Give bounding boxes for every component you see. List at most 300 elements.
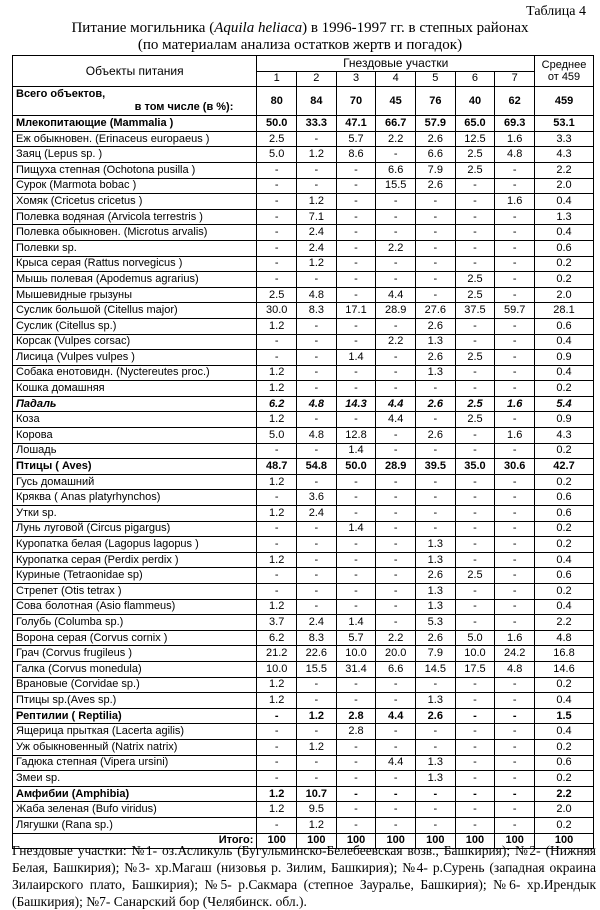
table-row <box>13 365 594 381</box>
row-label: Заяц (Lepus sp. ) <box>13 147 257 163</box>
cell-value: 1.4 <box>336 521 376 537</box>
row-label: Ящерица прыткая (Lacerta agilis) <box>13 724 257 740</box>
row-label: Куриные (Tetraonidae sp) <box>13 568 257 584</box>
cell-value: - <box>455 802 495 818</box>
cell-value: 1.2 <box>257 474 297 490</box>
sum-value: 100 <box>376 833 416 849</box>
row-label: Крыса серая (Rattus norvegicus ) <box>13 256 257 272</box>
cell-value: - <box>495 739 535 755</box>
sum-value: 100 <box>455 833 495 849</box>
table-row <box>13 771 594 787</box>
cell-value: 30.0 <box>257 303 297 319</box>
cell-value: 2.6 <box>416 428 456 444</box>
table-row <box>13 350 594 366</box>
cell-value: - <box>495 412 535 428</box>
cell-mean: 2.0 <box>535 287 594 303</box>
title-text-post: ) в 1996-1997 гг. в степных районах <box>302 20 529 36</box>
header-plots: Гнездовые участки <box>257 56 535 72</box>
cell-value: - <box>297 693 337 709</box>
cell-value: 1.6 <box>495 428 535 444</box>
cell-value: - <box>376 474 416 490</box>
cell-value: - <box>495 365 535 381</box>
cell-value: - <box>336 178 376 194</box>
cell-value: 5.0 <box>257 428 297 444</box>
table-row <box>13 131 594 147</box>
cell-value: - <box>297 677 337 693</box>
cell-value: - <box>495 209 535 225</box>
cell-value: - <box>495 381 535 397</box>
row-label: Голубь (Columba sp.) <box>13 615 257 631</box>
cell-value: - <box>416 739 456 755</box>
row-label: Лисица (Vulpes vulpes ) <box>13 350 257 366</box>
cell-mean: 0.6 <box>535 490 594 506</box>
table-row <box>13 693 594 709</box>
cell-value: - <box>495 240 535 256</box>
row-label: Куропатка серая (Perdix perdix ) <box>13 552 257 568</box>
cell-value: - <box>336 786 376 802</box>
sum-value: 100 <box>495 833 535 849</box>
cell-value: 7.1 <box>297 209 337 225</box>
cell-mean: 0.2 <box>535 739 594 755</box>
total-value: 84 <box>297 87 337 116</box>
cell-mean: 0.2 <box>535 584 594 600</box>
cell-value: 1.3 <box>416 552 456 568</box>
cell-value: - <box>376 615 416 631</box>
cell-value: 37.5 <box>455 303 495 319</box>
cell-value: 65.0 <box>455 116 495 132</box>
cell-value: 2.6 <box>416 396 456 412</box>
cell-value: - <box>416 381 456 397</box>
row-label: Галка (Corvus monedula) <box>13 661 257 677</box>
cell-mean: 3.3 <box>535 131 594 147</box>
cell-value: - <box>336 365 376 381</box>
cell-value: - <box>336 240 376 256</box>
table-row <box>13 708 594 724</box>
row-label: Собака енотовидн. (Nyctereutes proc.) <box>13 365 257 381</box>
cell-mean: 0.2 <box>535 677 594 693</box>
cell-value: - <box>336 194 376 210</box>
cell-value: - <box>336 771 376 787</box>
row-label: Корова <box>13 428 257 444</box>
cell-value: - <box>336 474 376 490</box>
cell-mean: 2.0 <box>535 802 594 818</box>
table-row <box>13 786 594 802</box>
total-value: 70 <box>336 87 376 116</box>
cell-value: 31.4 <box>336 661 376 677</box>
cell-mean: 0.6 <box>535 506 594 522</box>
cell-value: - <box>455 615 495 631</box>
table-title <box>0 20 600 54</box>
cell-value: 6.6 <box>376 162 416 178</box>
cell-value: - <box>376 225 416 241</box>
cell-value: 2.4 <box>297 506 337 522</box>
cell-value: - <box>257 490 297 506</box>
cell-value: - <box>416 786 456 802</box>
cell-value: 54.8 <box>297 459 337 475</box>
row-label: Еж обыкновен. (Erinaceus europaeus ) <box>13 131 257 147</box>
cell-value: 1.2 <box>257 786 297 802</box>
cell-mean: 5.4 <box>535 396 594 412</box>
header-plot-number: 3 <box>336 71 376 87</box>
cell-value: - <box>257 240 297 256</box>
cell-value: 4.4 <box>376 708 416 724</box>
row-label: Птицы sp.(Aves sp.) <box>13 693 257 709</box>
cell-value: 27.6 <box>416 303 456 319</box>
cell-value: - <box>495 724 535 740</box>
cell-value: - <box>495 802 535 818</box>
cell-value: - <box>297 474 337 490</box>
cell-value: 2.2 <box>376 334 416 350</box>
cell-value: - <box>297 584 337 600</box>
cell-value: - <box>455 318 495 334</box>
cell-value: - <box>416 412 456 428</box>
cell-value: - <box>455 599 495 615</box>
cell-value: 4.4 <box>376 396 416 412</box>
cell-mean: 0.2 <box>535 272 594 288</box>
cell-value: 2.4 <box>297 225 337 241</box>
cell-value: - <box>336 693 376 709</box>
table-row <box>13 599 594 615</box>
total-value: 62 <box>495 87 535 116</box>
table-row <box>13 162 594 178</box>
cell-value: - <box>376 256 416 272</box>
cell-value: - <box>376 490 416 506</box>
cell-value: - <box>297 755 337 771</box>
cell-value: - <box>495 755 535 771</box>
cell-value: - <box>297 724 337 740</box>
cell-value: - <box>455 693 495 709</box>
table-row <box>13 568 594 584</box>
table-row <box>13 646 594 662</box>
cell-value: - <box>455 786 495 802</box>
row-label: Полевка обыкновен. (Microtus arvalis) <box>13 225 257 241</box>
cell-value: 2.8 <box>336 724 376 740</box>
header-plot-number: 2 <box>297 71 337 87</box>
cell-value: - <box>297 599 337 615</box>
cell-value: - <box>455 817 495 833</box>
cell-mean: 1.5 <box>535 708 594 724</box>
cell-value: - <box>376 272 416 288</box>
cell-value: 50.0 <box>336 459 376 475</box>
cell-value: - <box>455 490 495 506</box>
cell-value: - <box>336 802 376 818</box>
cell-value: - <box>376 786 416 802</box>
cell-value: - <box>376 350 416 366</box>
sum-value: 100 <box>336 833 376 849</box>
table-row <box>13 396 594 412</box>
cell-value: 2.6 <box>416 350 456 366</box>
total-value: 40 <box>455 87 495 116</box>
cell-value: 1.3 <box>416 693 456 709</box>
sum-value: 100 <box>297 833 337 849</box>
cell-value: 6.6 <box>416 147 456 163</box>
cell-value: - <box>376 599 416 615</box>
cell-value: - <box>376 209 416 225</box>
cell-value: - <box>376 365 416 381</box>
cell-value: 7.9 <box>416 162 456 178</box>
total-value: 45 <box>376 87 416 116</box>
table-row <box>13 381 594 397</box>
header-objects: Объекты питания <box>13 56 257 87</box>
row-label: Кряква ( Anas platyrhynchos) <box>13 490 257 506</box>
cell-value: - <box>376 693 416 709</box>
table-row <box>13 318 594 334</box>
cell-value: - <box>336 599 376 615</box>
cell-mean: 0.2 <box>535 771 594 787</box>
cell-value: - <box>455 443 495 459</box>
cell-value: - <box>376 817 416 833</box>
cell-value: 1.2 <box>297 194 337 210</box>
cell-value: 2.5 <box>455 568 495 584</box>
cell-value: 6.2 <box>257 630 297 646</box>
cell-value: 15.5 <box>376 178 416 194</box>
cell-mean: 0.4 <box>535 552 594 568</box>
table-row <box>13 428 594 444</box>
row-label: Коза <box>13 412 257 428</box>
cell-value: - <box>495 287 535 303</box>
cell-value: - <box>376 443 416 459</box>
cell-value: - <box>336 677 376 693</box>
table-row <box>13 116 594 132</box>
table-row <box>13 615 594 631</box>
cell-value: 2.5 <box>257 131 297 147</box>
cell-value: - <box>336 256 376 272</box>
cell-value: 1.2 <box>257 365 297 381</box>
row-label: Стрепет (Otis tetrax ) <box>13 584 257 600</box>
cell-value: - <box>257 521 297 537</box>
table-row <box>13 147 594 163</box>
cell-value: 8.3 <box>297 303 337 319</box>
cell-value: 1.2 <box>257 693 297 709</box>
cell-value: - <box>376 677 416 693</box>
cell-value: - <box>257 272 297 288</box>
cell-value: - <box>455 584 495 600</box>
table-row <box>13 584 594 600</box>
cell-value: 2.5 <box>455 147 495 163</box>
cell-value: - <box>336 318 376 334</box>
sum-value: 100 <box>416 833 456 849</box>
cell-value: - <box>257 739 297 755</box>
row-label: Жаба зеленая (Bufo viridus) <box>13 802 257 818</box>
cell-value: - <box>455 334 495 350</box>
total-objects-row <box>13 87 594 116</box>
cell-value: 5.0 <box>455 630 495 646</box>
cell-value: 6.6 <box>376 661 416 677</box>
cell-value: 20.0 <box>376 646 416 662</box>
cell-value: - <box>376 318 416 334</box>
cell-value: - <box>455 428 495 444</box>
cell-value: - <box>336 817 376 833</box>
cell-value: 4.4 <box>376 287 416 303</box>
cell-value: 1.2 <box>257 552 297 568</box>
cell-value: 14.5 <box>416 661 456 677</box>
cell-value: - <box>336 287 376 303</box>
row-label: Лунь луговой (Circus pigargus) <box>13 521 257 537</box>
cell-value: 17.5 <box>455 661 495 677</box>
cell-value: - <box>455 194 495 210</box>
table-row <box>13 552 594 568</box>
cell-value: 21.2 <box>257 646 297 662</box>
cell-value: 2.2 <box>376 131 416 147</box>
header-plot-number: 1 <box>257 71 297 87</box>
cell-value: - <box>495 786 535 802</box>
cell-value: - <box>257 334 297 350</box>
cell-value: 1.2 <box>297 817 337 833</box>
cell-value: 1.2 <box>257 412 297 428</box>
cell-value: - <box>297 350 337 366</box>
cell-value: 1.4 <box>336 350 376 366</box>
table-row <box>13 739 594 755</box>
cell-value: - <box>257 771 297 787</box>
cell-value: 59.7 <box>495 303 535 319</box>
cell-value: - <box>455 521 495 537</box>
cell-value: 5.3 <box>416 615 456 631</box>
cell-value: 8.3 <box>297 630 337 646</box>
total-objects-label <box>13 87 257 116</box>
table-row <box>13 194 594 210</box>
cell-value: - <box>257 537 297 553</box>
cell-value: 1.3 <box>416 537 456 553</box>
table-row <box>13 334 594 350</box>
cell-value: - <box>336 225 376 241</box>
row-label: Кошка домашняя <box>13 381 257 397</box>
cell-value: - <box>455 178 495 194</box>
table-row <box>13 474 594 490</box>
sum-label: Итого: <box>13 833 257 849</box>
cell-value: 24.2 <box>495 646 535 662</box>
row-label: Птицы ( Aves) <box>13 459 257 475</box>
row-label: Рептилии ( Reptilia) <box>13 708 257 724</box>
cell-value: 1.6 <box>495 194 535 210</box>
row-label: Хомяк (Cricetus cricetus ) <box>13 194 257 210</box>
cell-value: 69.3 <box>495 116 535 132</box>
cell-value: - <box>297 552 337 568</box>
cell-value: - <box>257 194 297 210</box>
cell-value: - <box>416 677 456 693</box>
cell-value: - <box>416 256 456 272</box>
cell-value: - <box>495 677 535 693</box>
cell-value: 10.0 <box>257 661 297 677</box>
cell-value: - <box>495 506 535 522</box>
cell-value: - <box>376 802 416 818</box>
cell-value: - <box>455 474 495 490</box>
table-row <box>13 303 594 319</box>
cell-value: - <box>297 443 337 459</box>
cell-value: - <box>495 272 535 288</box>
cell-value: - <box>416 194 456 210</box>
row-label: Змеи sp. <box>13 771 257 787</box>
cell-value: - <box>257 724 297 740</box>
cell-value: 12.5 <box>455 131 495 147</box>
row-label: Грач (Corvus frugileus ) <box>13 646 257 662</box>
cell-mean: 0.4 <box>535 693 594 709</box>
cell-value: - <box>416 724 456 740</box>
cell-value: - <box>455 724 495 740</box>
row-label: Ворона серая (Corvus cornix ) <box>13 630 257 646</box>
diet-table <box>12 55 594 849</box>
footnote: Гнездовые участки: №1- оз.Асликуль (Бугульминско-Белебеевская возв., Башкирия); №2- (Нижняя Белая, Башкирия); №3- хр.Магаш (низовья р. Зилим, Башкирия); №4- р.Сурень (западная окраина Зилаирского плато, Башкирия); №5- р.Сакмара (степное Зауралье, Башкирия); №6- хр.Ирендык (Башкирия); №7- Санарский бор (Челябинск. обл.). <box>12 843 596 909</box>
cell-value: - <box>257 708 297 724</box>
cell-mean: 4.3 <box>535 428 594 444</box>
cell-value: 33.3 <box>297 116 337 132</box>
row-label: Лягушки (Rana sp.) <box>13 817 257 833</box>
cell-value: - <box>336 490 376 506</box>
cell-value: - <box>416 521 456 537</box>
cell-value: 2.5 <box>455 162 495 178</box>
cell-mean: 2.2 <box>535 615 594 631</box>
cell-value: 1.2 <box>297 739 337 755</box>
cell-value: - <box>416 506 456 522</box>
cell-value: - <box>297 365 337 381</box>
cell-value: - <box>495 443 535 459</box>
table-row <box>13 817 594 833</box>
table-row <box>13 272 594 288</box>
cell-value: - <box>416 443 456 459</box>
cell-value: - <box>336 381 376 397</box>
cell-value: - <box>297 162 337 178</box>
cell-value: - <box>376 552 416 568</box>
cell-value: 2.6 <box>416 178 456 194</box>
cell-value: - <box>455 771 495 787</box>
table-row <box>13 724 594 740</box>
cell-mean: 4.8 <box>535 630 594 646</box>
cell-value: 1.3 <box>416 584 456 600</box>
cell-value: 4.8 <box>495 661 535 677</box>
cell-mean: 0.4 <box>535 365 594 381</box>
row-label: Млекопитающие (Mammalia ) <box>13 116 257 132</box>
cell-value: - <box>336 506 376 522</box>
sum-mean: 100 <box>535 833 594 849</box>
cell-mean: 0.2 <box>535 474 594 490</box>
cell-value: 2.5 <box>257 287 297 303</box>
cell-value: - <box>336 334 376 350</box>
cell-value: - <box>495 615 535 631</box>
total-label-line-1: Всего объектов, <box>16 88 106 101</box>
cell-mean: 0.9 <box>535 350 594 366</box>
cell-value: - <box>336 552 376 568</box>
row-label: Гадюка степная (Vipera ursini) <box>13 755 257 771</box>
cell-value: 2.4 <box>297 615 337 631</box>
cell-mean: 0.2 <box>535 381 594 397</box>
cell-mean: 4.3 <box>535 147 594 163</box>
cell-value: - <box>376 521 416 537</box>
row-label: Пищуха степная (Ochotona pusilla ) <box>13 162 257 178</box>
cell-value: 3.7 <box>257 615 297 631</box>
cell-value: - <box>495 490 535 506</box>
cell-value: - <box>336 272 376 288</box>
cell-value: - <box>455 552 495 568</box>
row-label: Мышь полевая (Apodemus agrarius) <box>13 272 257 288</box>
table-row <box>13 537 594 553</box>
cell-mean: 42.7 <box>535 459 594 475</box>
cell-value: - <box>376 584 416 600</box>
cell-value: 2.6 <box>416 318 456 334</box>
row-label: Лошадь <box>13 443 257 459</box>
cell-value: - <box>257 755 297 771</box>
row-label: Сурок (Marmota bobac ) <box>13 178 257 194</box>
cell-value: - <box>376 428 416 444</box>
cell-value: - <box>297 521 337 537</box>
cell-value: - <box>297 771 337 787</box>
cell-mean: 0.4 <box>535 334 594 350</box>
cell-value: 1.2 <box>257 599 297 615</box>
cell-value: - <box>297 318 337 334</box>
cell-value: - <box>257 584 297 600</box>
cell-value: 2.6 <box>416 568 456 584</box>
header-plot-number: 6 <box>455 71 495 87</box>
cell-value: 2.5 <box>455 287 495 303</box>
cell-value: 4.4 <box>376 412 416 428</box>
